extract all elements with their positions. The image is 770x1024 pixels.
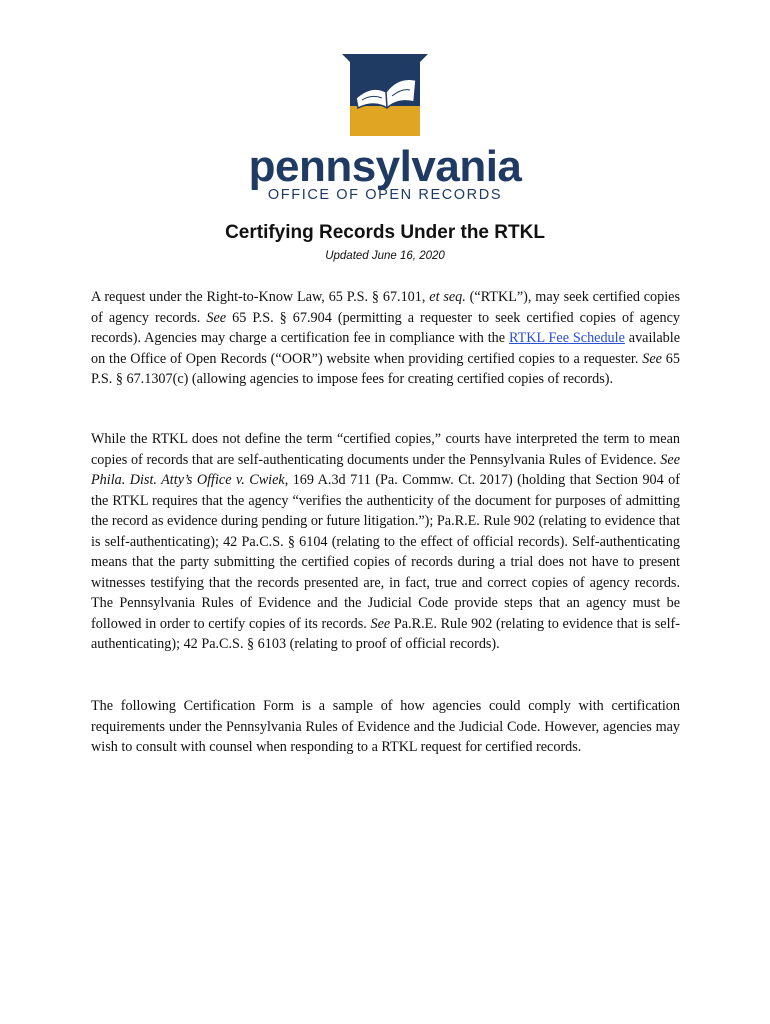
p2-case-citation: See Phila. Dist. Atty’s Office v. Cwiek — [91, 451, 680, 488]
p1-text-e: 65 P.S. § 67.904 (permitting a requester to seek certified copies of agency records). Agencies may charge a certification fee in compliance with the — [91, 309, 680, 346]
document-title: Certifying Records Under the RTKL — [225, 222, 545, 243]
document-updated-date: Updated June 16, 2020 — [325, 250, 445, 262]
p1-text-d: See — [206, 309, 227, 326]
p1-text-a: A request under the Right-to-Know Law, 65 P.S. § 67.101, — [91, 289, 430, 305]
logo-subtitle: OFFICE OF OPEN RECORDS — [267, 187, 503, 203]
p2-text-e: Pa.R.E. Rule 902 (relating to evidence that is self-authenticating); 42 Pa.C.S. § 6103 (relating to proof of official records). — [91, 615, 680, 652]
p1-text-b: et seq. — [429, 289, 466, 305]
paragraph-3: The following Certification Form is a sample of how agencies could comply with certification requirements under the Pennsylvania Rules of Evidence and the Judicial Code. However, agencies may wish to consult with counsel when responding to a RTKL request for certified records. — [91, 698, 680, 755]
p1-text-f: available on the Office of Open Records (“OOR”) website when providing certified copies to a requester. — [91, 330, 680, 367]
rtkl-fee-schedule-link[interactable]: RTKL Fee Schedule — [508, 330, 625, 346]
p2-text-c: , 169 A.3d 711 (Pa. Commw. Ct. 2017) (holding that Section 904 of the RTKL requires that the agency “verifies the authenticity of the document for purposes of admitting the record as evidence during pending or future litigation.”); Pa.R.E. Rule 902 (relating to evidence that is self-authenticating); 42 Pa.C.S. § 6104 (relating to the effect of official records). Self-authenticating means that the party submitting the certified copies of records during a trial does not have to present witnesses testifying that the records presented are, in fact, true and correct copies of agency records. The Pennsylvania Rules of Evidence and the Judicial Code provide steps that an agency must be followed in order to certify copies of its records. — [91, 472, 681, 632]
p2-text-a: While the RTKL does not define the term “certified copies,” courts have interpreted the term to mean copies of records that are self-authenticating documents under the Pennsylvania Rules of Evidence. — [91, 431, 680, 468]
pennsylvania-oor-logo — [0, 50, 770, 210]
p1-text-h: 65 P.S. § 67.1307(c) (allowing agencies to impose fees for creating certified copies of records). — [91, 350, 680, 387]
p1-text-g: See — [642, 350, 662, 367]
p1-text-c: (“RTKL”), may seek certified copies of agency records. — [91, 289, 681, 326]
p2-text-d: See — [370, 615, 391, 632]
paragraph-1 — [91, 287, 680, 390]
paragraph-2 — [91, 429, 680, 655]
logo-wordmark: pennsylvania — [248, 142, 522, 191]
keystone-book-icon — [338, 50, 432, 140]
